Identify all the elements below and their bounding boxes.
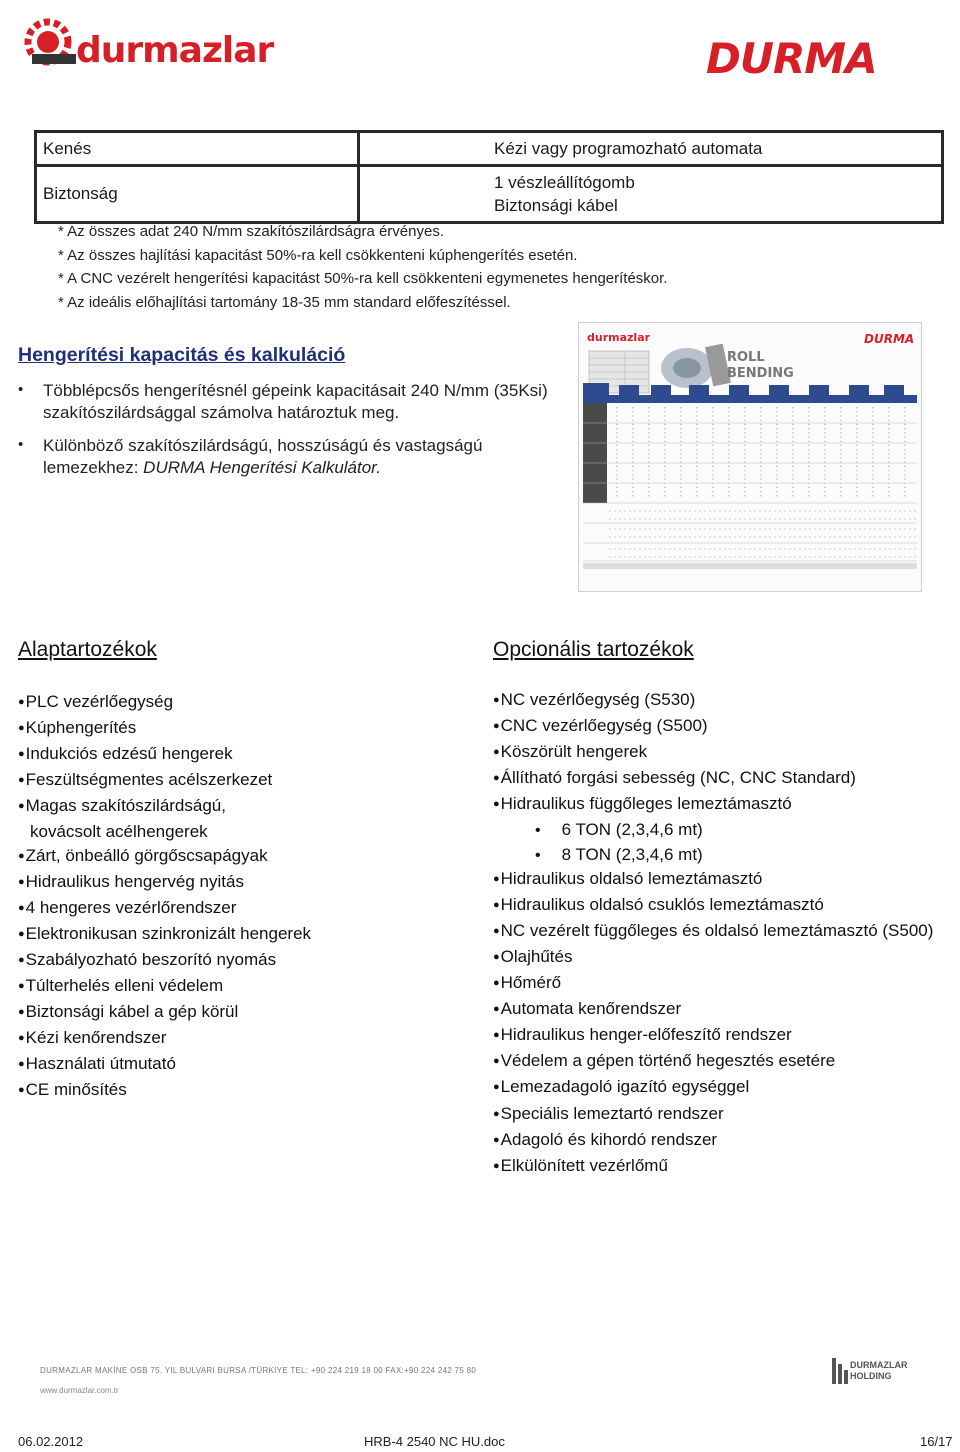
section-title: Hengerítési kapacitás és kalkuláció xyxy=(18,344,346,366)
list-item: ● Hidraulikus oldalsó csuklós lemeztámasztó xyxy=(493,893,933,919)
list-item: ● Hidraulikus hengervég nyitás xyxy=(18,870,311,896)
list-item: ● Indukciós edzésű hengerek xyxy=(18,742,311,768)
list-item: ● Speciális lemeztartó rendszer xyxy=(493,1102,933,1128)
bullet-item: • Többlépcsős hengerítésnél gépeink kapacitásait 240 N/mm (35Ksi) szakítószilárdsággal számolva határoztuk meg. xyxy=(18,380,578,423)
list-item: ● Olajhűtés xyxy=(493,945,933,971)
list-item: ● NC vezérlőegység (S530) xyxy=(493,688,933,714)
list-item: ● Állítható forgási sebesség (NC, CNC Standard) xyxy=(493,766,933,792)
calculator-table-image xyxy=(579,323,921,591)
list-item: ● Védelem a gépen történő hegesztés esetére xyxy=(493,1049,933,1075)
thumb-heading-2: BENDING xyxy=(727,366,794,381)
list-item: ● Lemezadagoló igazító egységgel xyxy=(493,1075,933,1101)
list-item: ● Köszörült hengerek xyxy=(493,740,933,766)
footer-address: DURMAZLAR MAKİNE OSB 75. YIL BULVARI BURSA /TÜRKİYE TEL: +90 224 219 18 00 FAX:+90 224 242 75 80 xyxy=(40,1366,477,1375)
sub-list-item: • 8 TON (2,3,4,6 mt) xyxy=(493,843,933,867)
footer-website[interactable]: www.durmazlar.com.tr xyxy=(40,1386,119,1395)
gear-logo-icon xyxy=(22,14,82,76)
capacity-bullets xyxy=(18,380,578,490)
sub-list-item: • 6 TON (2,3,4,6 mt) xyxy=(493,818,933,842)
table-row xyxy=(37,133,941,167)
thumb-heading-1: ROLL xyxy=(727,350,765,365)
spec-label: Kenés xyxy=(37,133,360,164)
list-item: ● Használati útmutató xyxy=(18,1052,311,1078)
list-item: ● 4 hengeres vezérlőrendszer xyxy=(18,896,311,922)
list-item: ● Feszültségmentes acélszerkezet xyxy=(18,768,311,794)
list-item: ● NC vezérelt függőleges és oldalsó lemeztámasztó (S500) xyxy=(493,919,933,945)
calculator-thumbnail xyxy=(578,322,922,592)
spec-table xyxy=(34,130,944,224)
logo-left-text: durmazlar xyxy=(76,30,274,71)
list-item: ● Szabályozható beszorító nyomás xyxy=(18,948,311,974)
list-item: ● CE minősítés xyxy=(18,1078,311,1104)
list-item: ● Elkülönített vezérlőmű xyxy=(493,1154,933,1180)
list-item: ● Elektronikusan szinkronizált hengerek xyxy=(18,922,311,948)
footer-doc-name: HRB-4 2540 NC HU.doc xyxy=(364,1434,505,1449)
optional-accessories-list xyxy=(493,688,933,1180)
standard-accessories-list xyxy=(18,690,311,1105)
spec-value: 1 vészleállítógomb Biztonsági kábel xyxy=(494,173,635,215)
durmazlar-logo xyxy=(22,14,274,76)
list-item: ● Hidraulikus függőleges lemeztámasztó xyxy=(493,792,933,818)
table-row xyxy=(37,167,941,221)
optional-accessories-title: Opcionális tartozékok xyxy=(493,638,694,661)
list-item: ● Kézi kenőrendszer xyxy=(18,1026,311,1052)
list-item: ● Adagoló és kihordó rendszer xyxy=(493,1128,933,1154)
thumb-logo-right: DURMA xyxy=(864,332,915,346)
holding-logo xyxy=(832,1358,912,1388)
list-item: ● Zárt, önbeálló görgőscsapágyak xyxy=(18,844,311,870)
spec-label: Biztonság xyxy=(37,167,360,221)
list-item: ● Túlterhelés elleni védelem xyxy=(18,974,311,1000)
page-number: 16/17 xyxy=(920,1434,953,1449)
holding-mark-icon xyxy=(832,1358,848,1384)
note: * Az összes adat 240 N/mm szakítószilárdságra érvényes. xyxy=(58,223,445,240)
notes xyxy=(58,220,668,314)
list-item: ● Automata kenőrendszer xyxy=(493,997,933,1023)
list-item: ● Biztonsági kábel a gép körül xyxy=(18,1000,311,1026)
footer-date: 06.02.2012 xyxy=(18,1434,84,1449)
list-item: ● Hidraulikus oldalsó lemeztámasztó xyxy=(493,867,933,893)
thumb-logo-left: durmazlar xyxy=(587,331,651,344)
note: * Az összes hajlítási kapacitást 50%-ra kell csökkenteni kúphengerítés esetén. xyxy=(58,246,578,264)
list-item-continuation: kovácsolt acélhengerek xyxy=(30,822,208,842)
holding-text: DURMAZLAR HOLDING xyxy=(850,1360,908,1381)
spec-value: Kézi vagy programozható automata xyxy=(494,139,763,158)
list-item: ● Kúphengerítés xyxy=(18,716,311,742)
list-item: ● Hidraulikus henger-előfeszítő rendszer xyxy=(493,1023,933,1049)
durma-logo: DURMA xyxy=(706,34,877,83)
list-item: ● Magas szakítószilárdságú, xyxy=(18,794,311,820)
bullet-item: • Különböző szakítószilárdságú, hosszúságú és vastagságú lemezekhez: DURMA Hengerítési Kalkulátor. xyxy=(18,435,578,478)
list-item: ● PLC vezérlőegység xyxy=(18,690,311,716)
note: * A CNC vezérelt hengerítési kapacitást 50%-ra kell csökkenteni egymenetes hengerítéskor. xyxy=(58,270,668,287)
list-item: ● Hőmérő xyxy=(493,971,933,997)
list-item: ● CNC vezérlőegység (S500) xyxy=(493,714,933,740)
note: * Az ideális előhajlítási tartomány 18-35 mm standard előfeszítéssel. xyxy=(58,293,511,311)
standard-accessories-title: Alaptartozékok xyxy=(18,638,157,661)
